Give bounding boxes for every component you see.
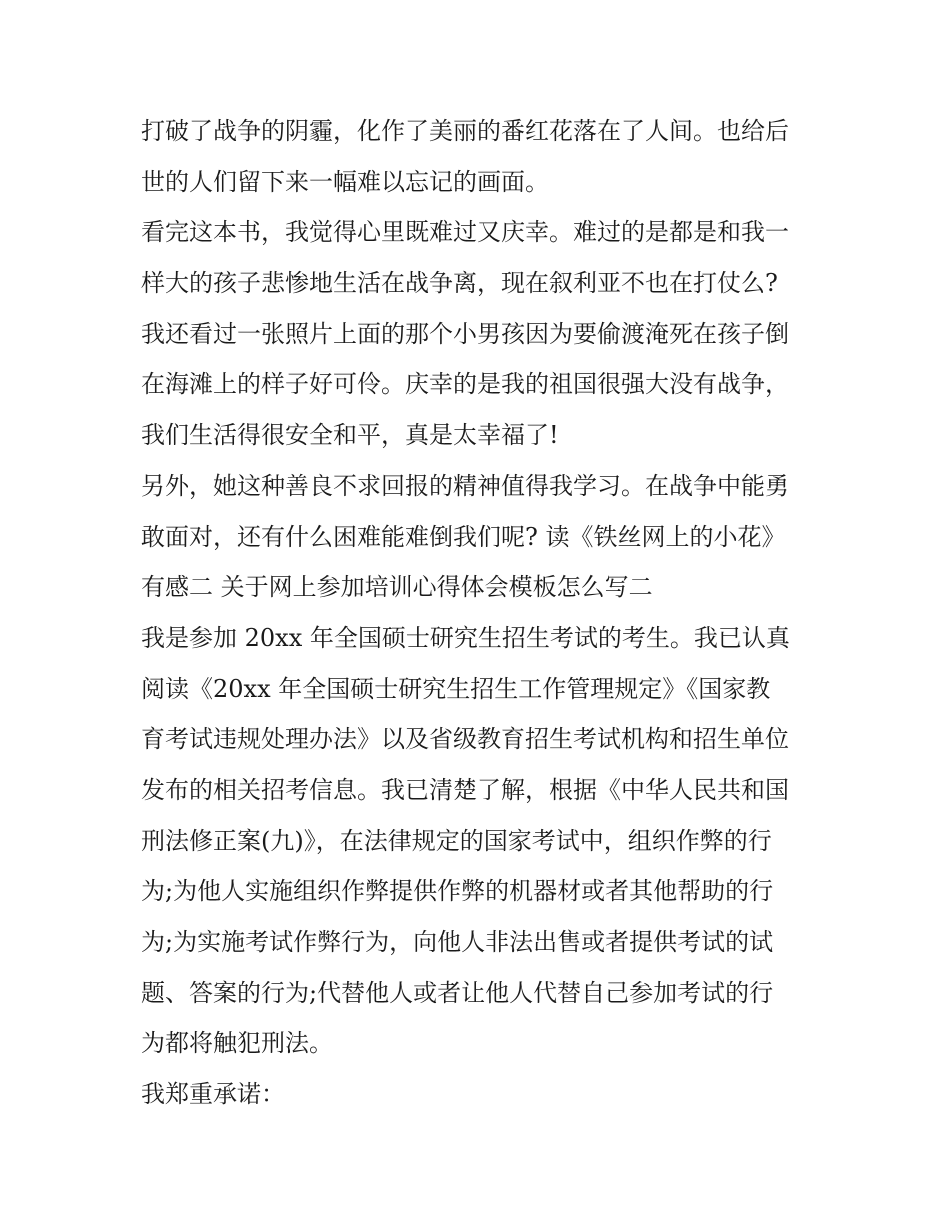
text-line: 样大的孩子悲惨地生活在战争离，现在叙利亚不也在打仗么? [141,269,778,298]
text-line: 为都将触犯刑法。 [141,1029,333,1058]
text-line: 我郑重承诺： [141,1080,285,1109]
text-line: 在海滩上的样子好可伶。庆幸的是我的祖国很强大没有战争， [141,370,789,399]
text-line: 我还看过一张照片上面的那个小男孩因为要偷渡淹死在孩子倒 [141,319,789,348]
text-line: 敢面对，还有什么困难能难倒我们呢? 读《铁丝网上的小花》 [141,522,786,551]
text-line: 育考试违规处理办法》以及省级教育招生考试机构和招生单位 [141,725,789,754]
text-line: 为;为他人实施组织作弊提供作弊的机器材或者其他帮助的行 [141,877,774,906]
text-line: 打破了战争的阴霾，化作了美丽的番红花落在了人间。也给后 [141,117,789,145]
text-line: 发布的相关招考信息。我已清楚了解，根据《中华人民共和国 [141,775,789,804]
text-line: 我们生活得很安全和平，真是太幸福了! [141,421,559,450]
text-line: 阅读《20xx 年全国硕士研究生招生工作管理规定》《国家教 [141,674,771,703]
text-line: 题、答案的行为;代替他人或者让他人代替自己参加考试的行 [141,978,774,1007]
text-line: 为;为实施考试作弊行为，向他人非法出售或者提供考试的试 [141,928,774,956]
text-line: 有感二 关于网上参加培训心得体会模板怎么写二 [141,573,653,602]
text-line: 看完这本书，我觉得心里既难过又庆幸。难过的是都是和我一 [141,218,789,247]
body-text [141,106,821,1120]
text-line: 另外，她这种善良不求回报的精神值得我学习。在战争中能勇 [141,471,789,500]
text-line: 世的人们留下来一幅难以忘记的画面。 [141,167,549,196]
text-line: 刑法修正案(九)》，在法律规定的国家考试中，组织作弊的行 [141,826,772,855]
text-line: 我是参加 20xx 年全国硕士研究生招生考试的考生。我已认真 [141,623,790,652]
